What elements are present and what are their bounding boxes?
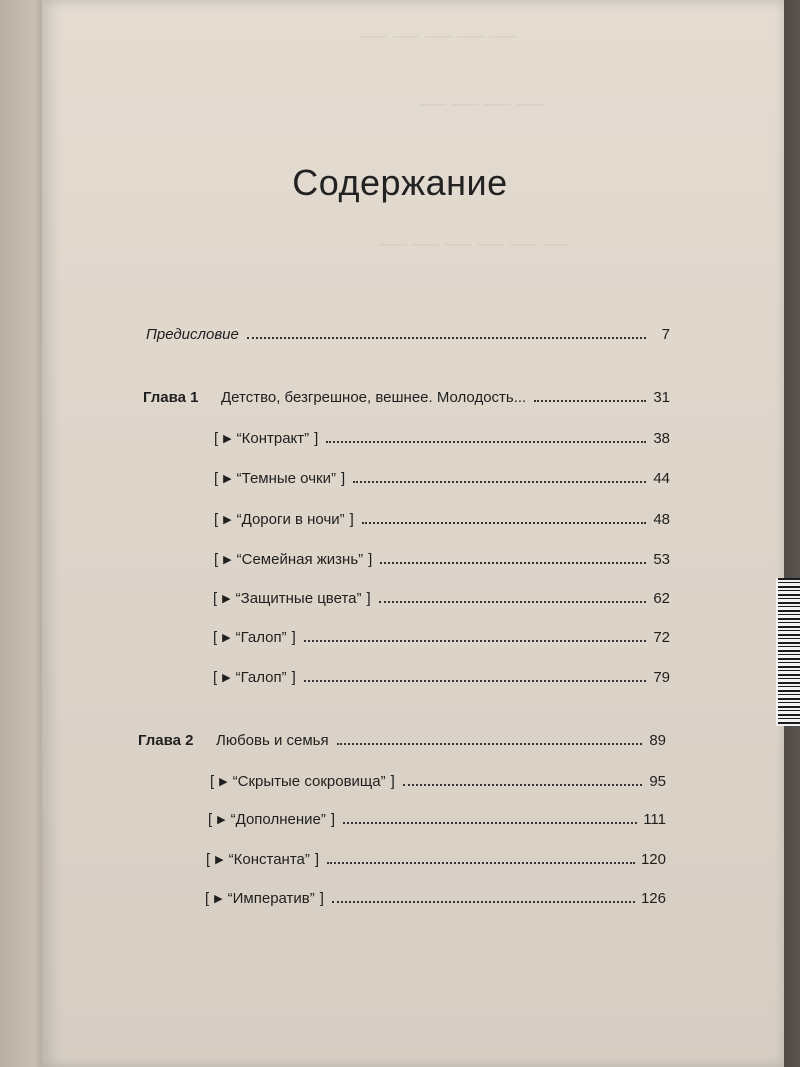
play-triangle-icon: ▶ — [222, 672, 231, 684]
page-number: 111 — [643, 811, 666, 828]
open-bracket: [ — [205, 890, 210, 907]
dot-leader — [332, 900, 635, 903]
open-bracket: [ — [208, 811, 213, 828]
subsection-title — [206, 851, 319, 868]
subsection-title — [213, 629, 296, 646]
play-triangle-icon: ▶ — [223, 473, 232, 485]
close-bracket: ] — [319, 890, 324, 907]
subsection-label: “Контракт” — [236, 430, 310, 447]
play-triangle-icon: ▶ — [215, 854, 224, 866]
page-number: 53 — [653, 551, 670, 568]
subsection-title — [214, 511, 354, 528]
dot-leader — [343, 821, 637, 824]
subsection-label: “Галоп” — [235, 629, 287, 646]
toc-entry-chapter — [143, 389, 670, 406]
page-number: 31 — [653, 389, 670, 406]
page-number: 89 — [649, 732, 666, 749]
toc-entry-subsection — [206, 851, 666, 868]
close-bracket: ] — [330, 811, 335, 828]
close-bracket: ] — [349, 511, 354, 528]
toc-entry-subsection — [214, 551, 670, 568]
dot-leader — [353, 480, 646, 483]
page-number: 44 — [653, 470, 670, 487]
open-bracket: [ — [214, 470, 219, 487]
subsection-title — [213, 590, 371, 607]
toc-entry-subsection — [213, 590, 670, 607]
toc-entry-subsection — [213, 629, 670, 646]
chapter-label: Глава 2 — [138, 732, 194, 749]
open-bracket: [ — [214, 511, 219, 528]
toc-entry-subsection — [205, 890, 666, 907]
open-bracket: [ — [213, 590, 218, 607]
play-triangle-icon: ▶ — [223, 433, 232, 445]
subsection-label: “Семейная жизнь” — [236, 551, 364, 568]
play-triangle-icon: ▶ — [222, 632, 231, 644]
subsection-title — [214, 470, 345, 487]
page-number: 48 — [653, 511, 670, 528]
page-number: 126 — [640, 890, 666, 907]
page-number: 38 — [653, 430, 670, 447]
dot-leader — [304, 679, 646, 682]
toc-entry-chapter — [138, 732, 666, 749]
close-bracket: ] — [291, 629, 296, 646]
subsection-title — [214, 430, 318, 447]
play-triangle-icon: ▶ — [217, 814, 226, 826]
dot-leader — [247, 336, 646, 339]
subsection-title — [214, 551, 372, 568]
subsection-title — [210, 773, 395, 790]
subsection-label: “Дополнение” — [230, 811, 326, 828]
page-number: 7 — [661, 326, 670, 343]
bleed-through-text: — — — — — — — [380, 228, 569, 257]
open-bracket: [ — [213, 629, 218, 646]
subsection-title — [213, 669, 296, 686]
toc-entry-subsection — [214, 470, 670, 487]
subsection-title — [208, 811, 335, 828]
close-bracket: ] — [340, 470, 346, 487]
toc-entry-subsection — [214, 511, 670, 528]
page-number: 79 — [653, 669, 670, 686]
dot-leader — [362, 521, 646, 524]
open-bracket: [ — [206, 851, 211, 868]
dot-leader — [337, 742, 642, 745]
play-triangle-icon: ▶ — [219, 776, 228, 788]
subsection-label: “Дороги в ночи” — [236, 511, 345, 528]
play-triangle-icon: ▶ — [223, 514, 232, 526]
subsection-title — [205, 890, 324, 907]
dot-leader — [379, 600, 646, 603]
close-bracket: ] — [390, 773, 395, 790]
subsection-label: “Императив” — [227, 890, 315, 907]
toc-entry-subsection — [214, 430, 670, 447]
toc-entry-subsection — [208, 811, 666, 828]
close-bracket: ] — [291, 669, 296, 686]
dot-leader — [327, 861, 635, 864]
subsection-label: “Темные очки” — [236, 470, 336, 487]
page-number: 62 — [653, 590, 670, 607]
dot-leader — [304, 639, 646, 642]
bleed-through-text: — — — — — — [360, 20, 516, 49]
page-title: Содержание — [292, 162, 508, 203]
subsection-label: “Константа” — [228, 851, 310, 868]
subsection-label: “Скрытые сокровища” — [232, 773, 386, 790]
entry-title: Любовь и семья — [216, 732, 329, 749]
close-bracket: ] — [314, 851, 320, 868]
toc-entry-preface — [146, 326, 670, 343]
play-triangle-icon: ▶ — [223, 554, 232, 566]
close-bracket: ] — [368, 551, 373, 568]
play-triangle-icon: ▶ — [222, 593, 231, 605]
page-number: 120 — [640, 851, 666, 868]
chapter-label: Глава 1 — [143, 389, 199, 406]
open-bracket: [ — [214, 430, 219, 447]
page-number: 95 — [649, 773, 666, 790]
subsection-label: “Галоп” — [235, 669, 287, 686]
play-triangle-icon: ▶ — [214, 893, 223, 905]
close-bracket: ] — [366, 590, 371, 607]
dot-leader — [403, 783, 642, 786]
dot-leader — [380, 561, 646, 564]
entry-title: Предисловие — [146, 326, 239, 343]
open-bracket: [ — [214, 551, 219, 568]
close-bracket: ] — [314, 430, 319, 447]
open-bracket: [ — [213, 669, 218, 686]
page-number: 72 — [653, 629, 670, 646]
dot-leader — [326, 440, 646, 443]
toc-entry-subsection — [210, 773, 666, 790]
dot-leader — [534, 399, 646, 402]
subsection-label: “Защитные цвета” — [235, 590, 362, 607]
open-bracket: [ — [210, 773, 215, 790]
toc-entry-subsection — [213, 669, 670, 686]
bleed-through-text: — — — — — [420, 88, 544, 117]
entry-title: Детство, безгрешное, вешнее. Молодость... — [221, 389, 527, 406]
